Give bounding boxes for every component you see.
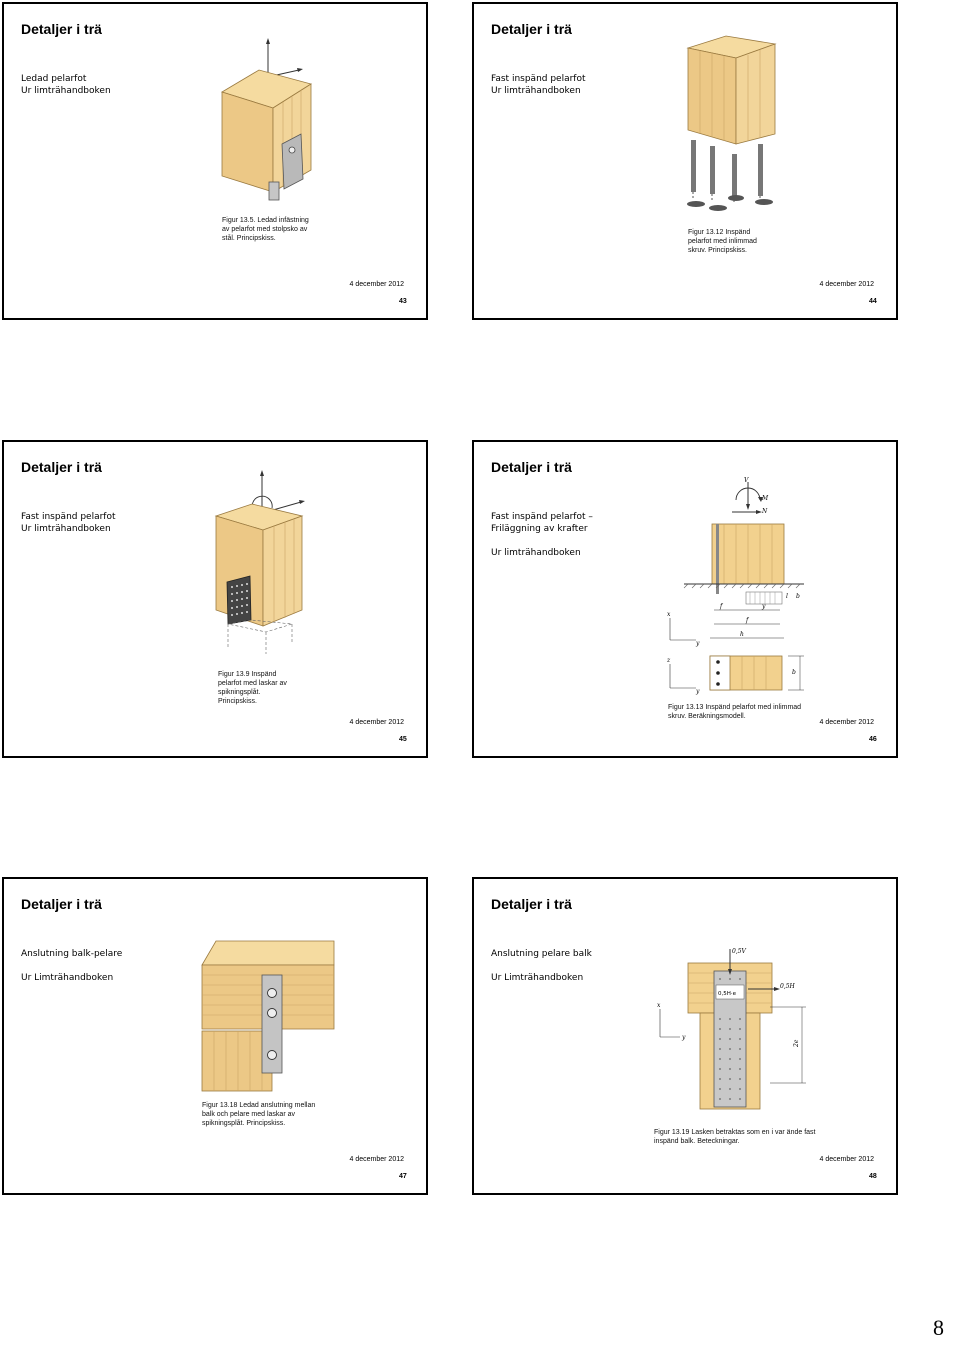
slide-date: 4 december 2012: [349, 1156, 404, 1163]
label-b: b: [796, 593, 800, 600]
slide-line-2: Ur Limträhandboken: [491, 973, 584, 983]
slide-date: 4 december 2012: [819, 1156, 874, 1163]
slide-title: Detaljer i trä: [21, 21, 102, 37]
slide-title: Detaljer i trä: [491, 896, 572, 912]
figure-13-5-ledad-pelarfot: [4, 4, 430, 322]
figure-caption: Figur 13.19 Lasken betraktas som en i var ände fast inspänd balk. Beteckningar.: [654, 1129, 816, 1145]
label-v: 0,5V: [732, 948, 746, 955]
slide-number: 47: [399, 1173, 407, 1180]
label-n: N: [762, 508, 768, 515]
label-lcc: l: [786, 593, 788, 600]
slide-title: Detaljer i trä: [491, 459, 572, 475]
label-b-2: b: [792, 669, 796, 676]
slide-title: Detaljer i trä: [21, 459, 102, 475]
label-h: h: [740, 631, 744, 638]
label-x: x: [667, 611, 671, 618]
slide-date: 4 december 2012: [819, 281, 874, 288]
slide-number: 43: [399, 298, 407, 305]
slide-line-1: Anslutning balk-pelare: [21, 949, 123, 959]
label-y: y: [762, 603, 766, 610]
slide-title: Detaljer i trä: [491, 21, 572, 37]
slide-line-1: Anslutning pelare balk: [491, 949, 592, 959]
label-h: 0,5H: [780, 983, 795, 990]
page-number: 8: [933, 1315, 944, 1340]
slide-43: [2, 2, 428, 320]
slide-line-1: Fast inspänd pelarfot: [491, 74, 586, 84]
label-v: V: [744, 477, 749, 484]
label-y: y: [682, 1034, 686, 1041]
figure-13-12-inlimmad-skruv: [474, 4, 900, 322]
slide-number: 46: [869, 736, 877, 743]
figure-caption: Figur 13.18 Ledad anslutning mellan balk och pelare med laskar av spikningsplåt. Principskiss.: [202, 1102, 316, 1127]
slide-date: 4 december 2012: [349, 281, 404, 288]
figure-13-19-beteckningar: [474, 879, 900, 1197]
figure-caption: Figur 13.5. Ledad infästning av pelarfot med stolpsko av stål. Principskiss.: [222, 217, 309, 242]
slide-line-1: Fast inspänd pelarfot: [21, 512, 116, 522]
slide-number: 44: [869, 298, 877, 305]
label-z: z: [667, 657, 671, 664]
label-f: f: [720, 603, 723, 610]
label-y-axis: y: [696, 640, 700, 647]
slide-line-3: Ur limträhandboken: [491, 548, 581, 558]
slide-47: [2, 877, 428, 1195]
slide-number: 48: [869, 1173, 877, 1180]
slide-title: Detaljer i trä: [21, 896, 102, 912]
slide-46: [472, 440, 898, 758]
slide-48: [472, 877, 898, 1195]
slide-line-1: Ledad pelarfot: [21, 74, 87, 84]
figure-caption: Figur 13.12 Inspänd pelarfot med inlimmad skruv. Principskiss.: [688, 229, 757, 254]
label-y-axis-2: y: [696, 688, 700, 695]
label-f-2: f: [746, 617, 749, 624]
slide-line-2: Ur limträhandboken: [491, 86, 581, 96]
label-moment: 0,5H·e: [718, 991, 737, 997]
slide-date: 4 december 2012: [819, 719, 874, 726]
figure-caption: Figur 13.9 Inspänd pelarfot med laskar av spikningsplåt. Principskiss.: [218, 671, 287, 705]
figure-13-18-balk-pelare: [4, 879, 430, 1197]
slide-line-2: Friläggning av krafter: [491, 524, 588, 534]
slide-line-2: Ur limträhandboken: [21, 524, 111, 534]
slide-date: 4 december 2012: [349, 719, 404, 726]
slide-line-2: Ur limträhandboken: [21, 86, 111, 96]
slide-45: [2, 440, 428, 758]
label-2e: 2e: [793, 1039, 800, 1047]
label-m: M: [762, 495, 769, 502]
label-x: x: [657, 1002, 661, 1009]
slide-number: 45: [399, 736, 407, 743]
slide-44: [472, 2, 898, 320]
slide-line-1: Fast inspänd pelarfot –: [491, 512, 593, 522]
figure-13-9-spikningsplat: [4, 442, 430, 760]
slide-line-2: Ur Limträhandboken: [21, 973, 114, 983]
figure-caption: Figur 13.13 Inspänd pelarfot med inlimmad skruv. Beräkningsmodell.: [668, 704, 802, 720]
